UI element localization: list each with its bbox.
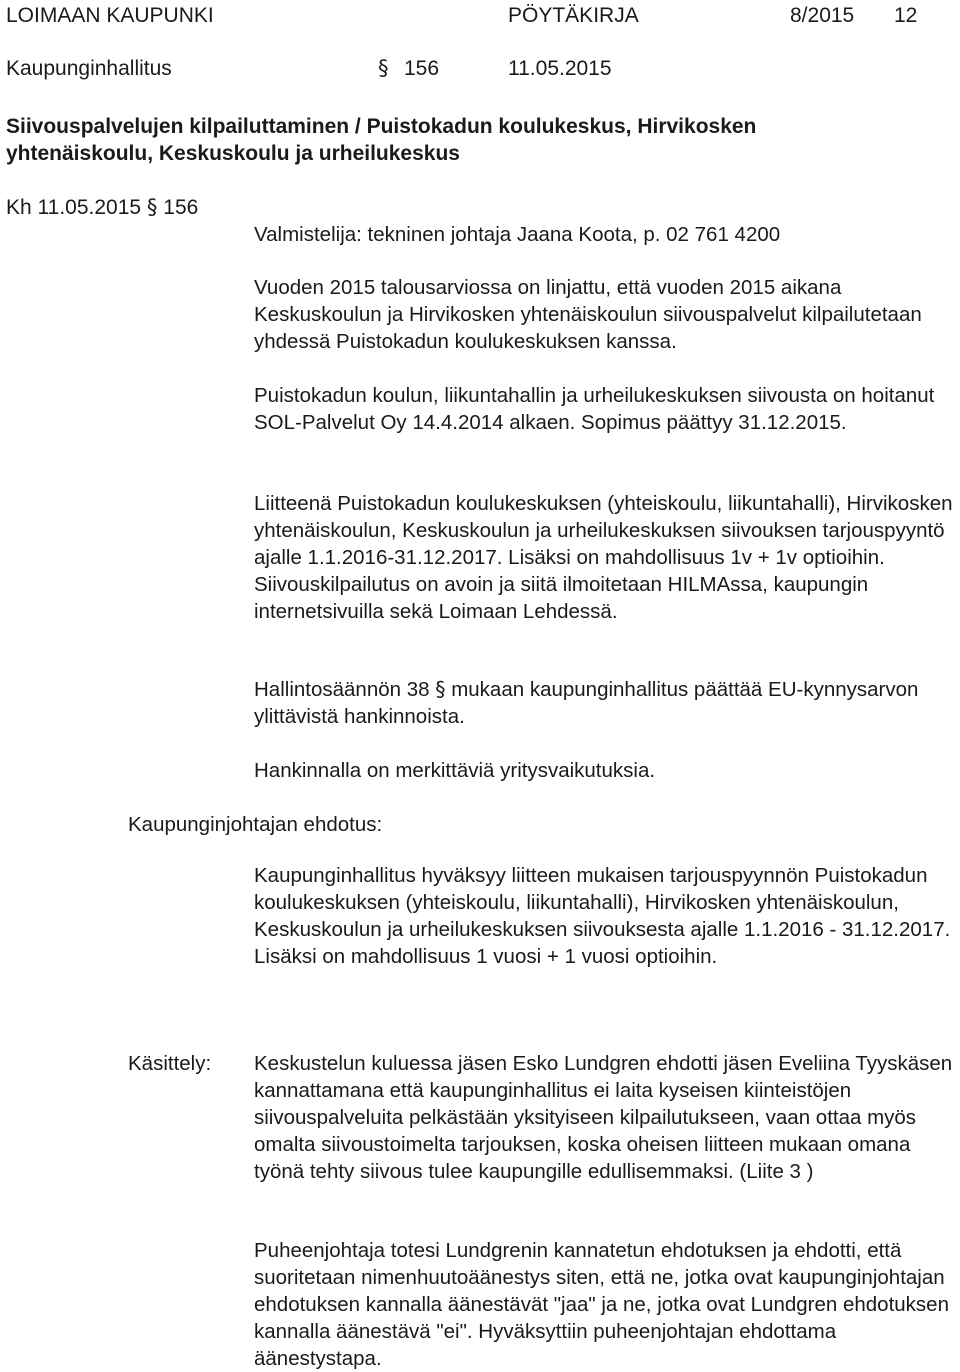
proposal-block: [254, 862, 954, 970]
paragraph-attachment-text: Liitteenä Puistokadun koulukeskuksen (yhteiskoulu, liikuntahalli), Hirvikosken yhtenäiskoulun, Keskuskoulun ja urheilukeskuksen siivouksen tarjouspyyntö ajalle 1.1.2016-31.12.2017. Lisäksi on mahdollisuus 1v + 1v optioihin. Siivouskilpailutus on avoin ja siitä ilmoitetaan HILMAssa, kaupungin internetsivuilla sekä Loimaan Lehdessä.: [254, 492, 953, 623]
proposal-text: Kaupunginhallitus hyväksyy liitteen mukaisen tarjouspyynnön Puistokadun koulukeskuksen (yhteiskoulu, liikuntahalli), Hirvikosken yhtenäiskoulun, Keskuskoulun ja urheilukeskuksen siivouksesta ajalle 1.1.2016 - 31.12.2017. Lisäksi on mahdollisuus 1 vuosi + 1 vuosi optioihin.: [254, 864, 951, 968]
handling-label: Käsittely:: [128, 1052, 212, 1075]
document-title-line-1: Siivouspalvelujen kilpailuttaminen / Puistokadun koulukeskus, Hirvikosken: [6, 115, 757, 138]
document-title-line-2: yhtenäiskoulu, Keskuskoulu ja urheilukeskus: [6, 142, 460, 165]
reference: [6, 194, 198, 221]
paragraph-current-contract-text: Puistokadun koulun, liikuntahallin ja urheilukeskuksen siivousta on hoitanut SOL-Palvelut Oy 14.4.2014 alkaen. Sopimus päättyy 31.12.2015.: [254, 384, 935, 434]
preparer: Valmistelija: tekninen johtaja Jaana Koota, p. 02 761 4200: [254, 223, 781, 246]
handling-paragraph-2: [254, 1237, 954, 1372]
regulation-after: mukaan kaupunginhallitus päättää EU-kynnysarvon ylittävistä hankinnoista.: [254, 678, 919, 728]
paragraph-budget: [254, 274, 954, 355]
header-doc-type: PÖYTÄKIRJA: [508, 4, 639, 27]
meta-date: 11.05.2015: [508, 57, 612, 80]
meta-section-number: 156: [404, 57, 440, 80]
regulation-before: Hallintosäännön 38: [254, 678, 430, 701]
proposal-label: Kaupunginjohtajan ehdotus:: [128, 813, 383, 836]
paragraph-business-impact-text: Hankinnalla on merkittäviä yritysvaikutuksia.: [254, 759, 656, 782]
paragraph-attachment: [254, 490, 954, 625]
handling-paragraph-2-text: Puheenjohtaja totesi Lundgrenin kannatetun ehdotuksen ja ehdotti, että suoritetaan nimenhuutoäänestys siten, että ne, jotka ovat kaupunginjohtajan ehdotuksen kannalla äänestävät "jaa" ja ne, jotka ovat Lundgren ehdotuksen kannalla äänestävä "ei". Hyväksyttiin puheenjohtajan ehdottama äänestystapa.: [254, 1239, 949, 1370]
paragraph-budget-text: Vuoden 2015 talousarviossa on linjattu, että vuoden 2015 aikana Keskuskoulun ja Hirvikosken yhtenäiskoulun siivouspalvelut kilpailutetaan yhdessä Puistokadun koulukeskuksen kanssa.: [254, 276, 922, 353]
reference-section-sign: §: [146, 195, 158, 219]
header-doc-number: 8/2015: [790, 4, 855, 27]
handling-paragraph-1-text: Keskustelun kuluessa jäsen Esko Lundgren ehdotti jäsen Eveliina Tyyskäsen kannattamana että kaupunginhallitus ei laita kyseisen kiinteistöjen siivouspalveluita pelkästään yksityiseen kilpailutukseen, vaan ottaa myös omalta siivoustoimelta tarjouksen, koska oheisen liitteen mukaan omana työnä tehty siivous tulee kaupungille edullisemmaksi. (Liite 3 ): [254, 1052, 953, 1183]
regulation-section-sign: §: [435, 677, 446, 701]
paragraph-business-impact: [254, 757, 954, 784]
section-sign: §: [378, 56, 389, 80]
reference-text: Kh 11.05.2015: [6, 196, 142, 219]
reference-section-number: 156: [163, 196, 199, 219]
header-page-number: 12: [894, 4, 918, 27]
header-org: LOIMAAN KAUPUNKI: [6, 4, 214, 27]
paragraph-current-contract: [254, 382, 954, 436]
handling-paragraph-1: [254, 1050, 954, 1185]
meta-section-sign: [378, 55, 389, 82]
paragraph-regulation: [254, 676, 954, 730]
paragraph-regulation-text: [254, 676, 954, 730]
meta-body: Kaupunginhallitus: [6, 57, 172, 80]
